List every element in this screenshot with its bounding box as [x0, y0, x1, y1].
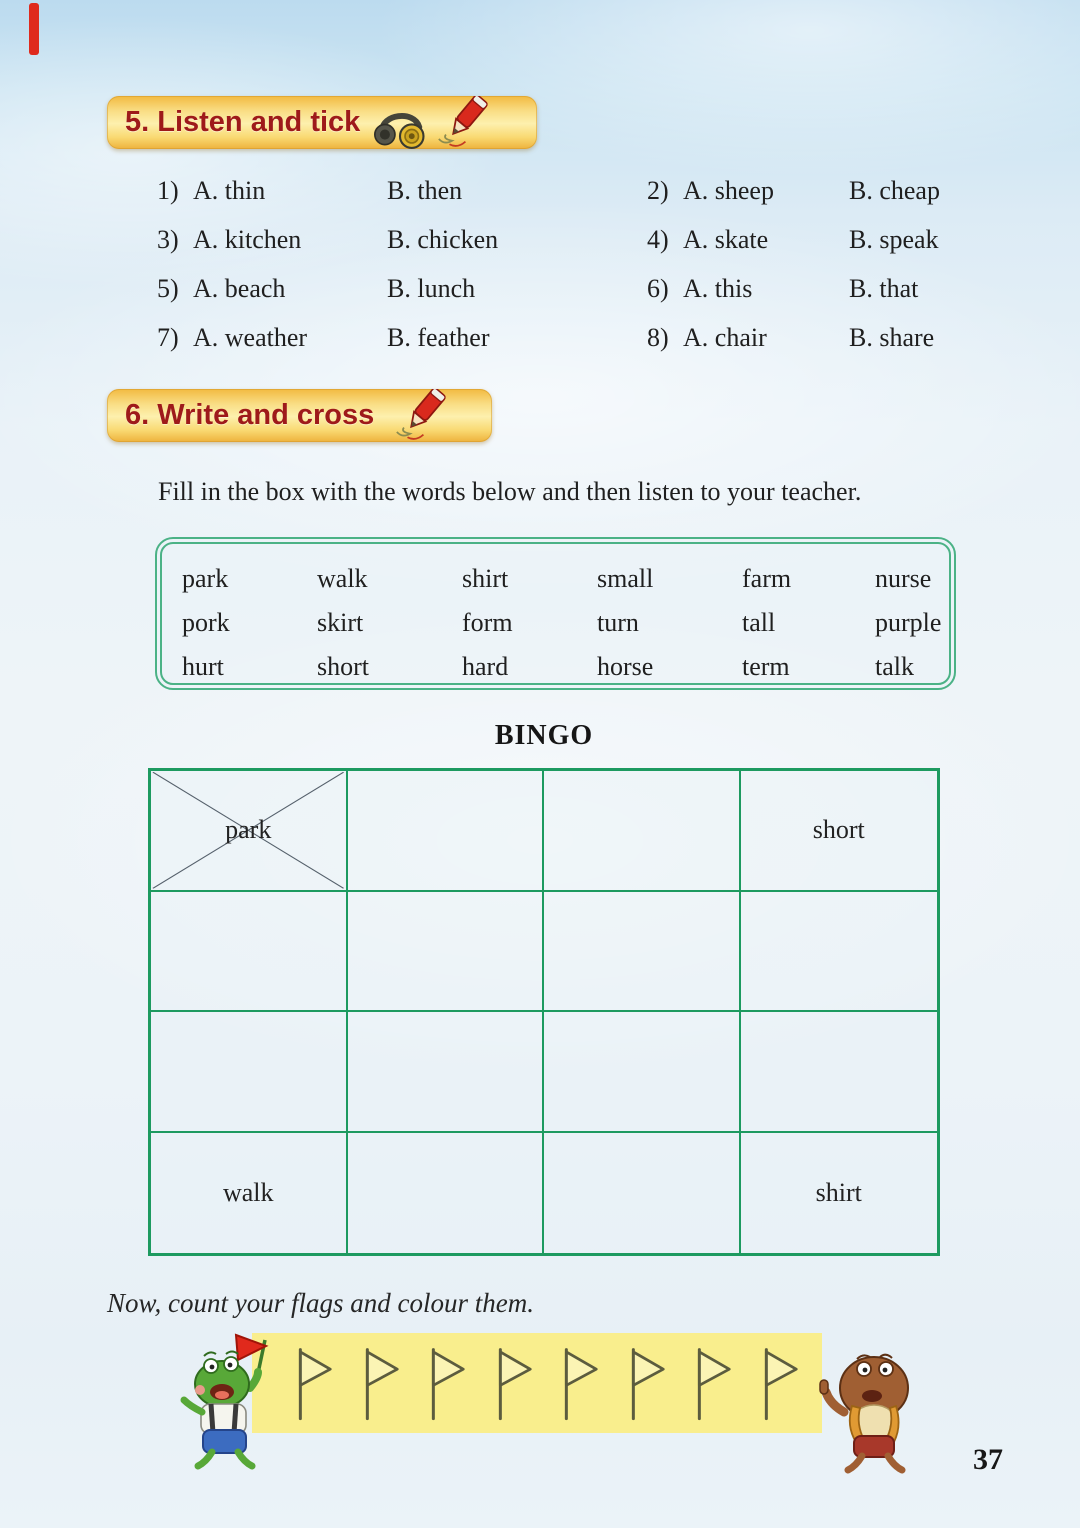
section6-header — [107, 389, 492, 442]
list-item-8 — [647, 323, 934, 353]
bingo-cell[interactable] — [544, 1012, 741, 1133]
bingo-cell[interactable] — [544, 1133, 741, 1254]
option-a: A. kitchen — [193, 224, 302, 254]
word: purple — [875, 608, 942, 637]
option-a: A. skate — [683, 224, 769, 254]
list-item-5 — [157, 274, 647, 304]
flag-icon — [357, 1340, 403, 1426]
list-item-2 — [647, 176, 940, 206]
word: short — [317, 652, 369, 681]
word: farm — [742, 564, 792, 593]
bingo-cell[interactable] — [741, 1133, 938, 1254]
bingo-cell-word: park — [225, 815, 272, 845]
word: walk — [317, 564, 368, 593]
instruction-text: Fill in the box with the words below and then listen to your teacher. — [158, 477, 862, 506]
word: small — [597, 564, 654, 593]
option-a: A. chair — [683, 322, 767, 352]
item-number: 2) — [647, 175, 669, 205]
flag-icon — [756, 1340, 802, 1426]
bingo-cell[interactable] — [151, 1133, 348, 1254]
frog-with-red-flag-icon — [170, 1330, 308, 1472]
word: park — [182, 564, 229, 593]
bingo-cell[interactable] — [544, 892, 741, 1013]
option-b: B. then — [387, 175, 463, 205]
word: hard — [462, 652, 509, 681]
word: skirt — [317, 608, 364, 637]
list-item-4 — [647, 225, 939, 255]
option-a: A. thin — [193, 175, 266, 205]
flag-icon — [623, 1340, 669, 1426]
word: tall — [742, 608, 776, 637]
word: form — [462, 608, 513, 637]
option-a: A. sheep — [683, 175, 774, 205]
word: shirt — [462, 564, 509, 593]
section6-title: 6. Write and cross — [125, 399, 375, 431]
word: turn — [597, 608, 639, 637]
bingo-cell[interactable] — [151, 892, 348, 1013]
flag-icon — [490, 1340, 536, 1426]
count-flags-note: Now, count your flags and colour them. — [107, 1288, 534, 1318]
option-b: B. cheap — [849, 175, 940, 205]
word-bank-box — [155, 537, 956, 690]
option-b: B. that — [849, 273, 919, 303]
bingo-cell[interactable] — [151, 1012, 348, 1133]
bingo-cell[interactable] — [741, 771, 938, 892]
item-number: 6) — [647, 273, 669, 303]
word-bank-grid — [160, 542, 951, 685]
flag-row — [290, 1340, 802, 1430]
bingo-cell-word: shirt — [815, 1177, 862, 1207]
list-item-1 — [157, 176, 647, 206]
toad-thumbs-up-icon — [810, 1336, 942, 1474]
bingo-cell-word: walk — [222, 1177, 274, 1207]
bingo-cell-word: short — [812, 815, 865, 845]
red-pencil-icon — [388, 389, 450, 443]
item-number: 8) — [647, 322, 669, 352]
item-number: 1) — [157, 175, 179, 205]
option-a: A. beach — [193, 273, 286, 303]
list-row — [157, 215, 997, 264]
listen-and-tick-list — [157, 166, 997, 362]
section5-header — [107, 96, 537, 149]
word: term — [742, 652, 790, 681]
section6-header-icons — [388, 389, 450, 443]
option-a: A. weather — [193, 322, 308, 352]
item-number: 7) — [157, 322, 179, 352]
list-row — [157, 166, 997, 215]
option-b: B. lunch — [387, 273, 476, 303]
section5-title: 5. Listen and tick — [125, 106, 361, 138]
list-item-6 — [647, 274, 918, 304]
option-b: B. feather — [387, 322, 490, 352]
bingo-cell[interactable] — [741, 892, 938, 1013]
bingo-cell[interactable] — [741, 1012, 938, 1133]
list-row — [157, 264, 997, 313]
list-item-7 — [157, 323, 647, 353]
list-row — [157, 313, 997, 362]
item-number: 3) — [157, 224, 179, 254]
bingo-title: BINGO — [494, 720, 594, 751]
bingo-cell[interactable] — [348, 771, 545, 892]
word: talk — [875, 652, 914, 681]
option-b: B. chicken — [387, 224, 499, 254]
item-number: 4) — [647, 224, 669, 254]
red-margin-mark — [29, 3, 39, 55]
word: hurt — [182, 652, 224, 681]
bingo-cell[interactable] — [544, 771, 741, 892]
page-number: 37 — [973, 1443, 1003, 1476]
section5-header-icons — [374, 96, 492, 150]
item-number: 5) — [157, 273, 179, 303]
word: pork — [182, 608, 230, 637]
word: horse — [597, 652, 654, 681]
bingo-cell[interactable] — [348, 1012, 545, 1133]
bingo-cell[interactable] — [348, 1133, 545, 1254]
flag-icon — [423, 1340, 469, 1426]
option-b: B. share — [849, 322, 935, 352]
red-pencil-icon — [430, 96, 492, 150]
flag-icon — [556, 1340, 602, 1426]
option-a: A. this — [683, 273, 753, 303]
word: nurse — [875, 564, 932, 593]
headphones-icon — [374, 104, 426, 150]
option-b: B. speak — [849, 224, 939, 254]
bingo-cell[interactable] — [151, 771, 348, 892]
flag-icon — [689, 1340, 735, 1426]
bingo-cell[interactable] — [348, 892, 545, 1013]
list-item-3 — [157, 225, 647, 255]
bingo-grid — [148, 768, 940, 1256]
